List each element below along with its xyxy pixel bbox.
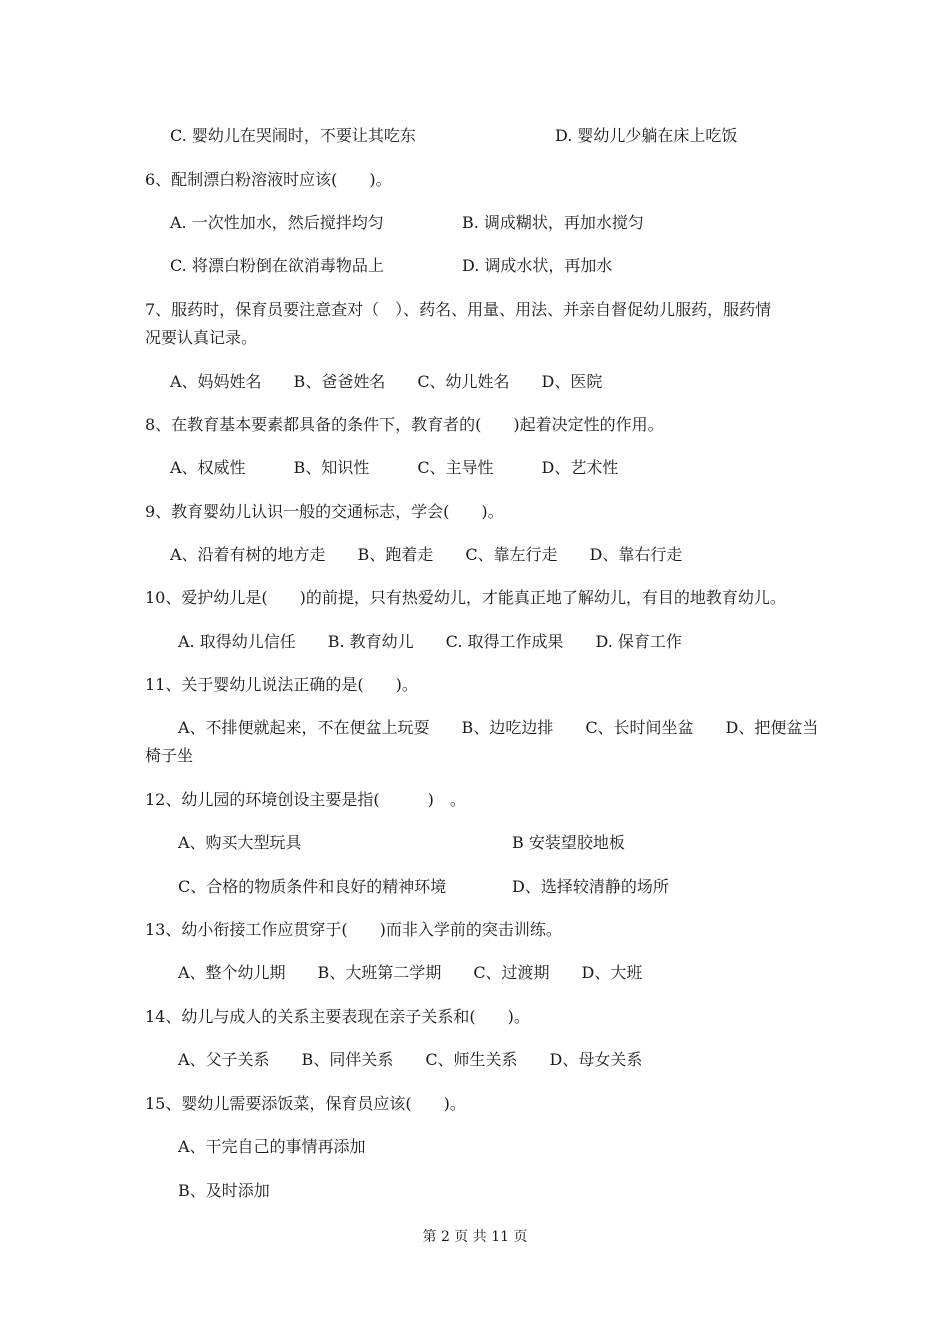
q7-stem-line2: 况要认真记录。 (145, 328, 258, 347)
q12-option-d: D、选择较清静的场所 (512, 877, 669, 896)
q11-stem: 11、关于婴幼儿说法正确的是( )。 (145, 675, 418, 694)
q12-stem: 12、幼儿园的环境创设主要是指( ) 。 (145, 790, 466, 809)
q6-option-c: C. 将漂白粉倒在欲消毒物品上 (170, 256, 384, 275)
q12-option-a: A、购买大型玩具 (178, 833, 302, 852)
q9-options: A、沿着有树的地方走 B、跑着走 C、靠左行走 D、靠右行走 (170, 545, 683, 564)
q11-options-line2: 椅子坐 (145, 746, 194, 765)
q12-option-b: B 安装望胶地板 (512, 833, 625, 852)
q8-stem: 8、在教育基本要素都具备的条件下，教育者的( )起着决定性的作用。 (145, 415, 664, 434)
q9-stem: 9、教育婴幼儿认识一般的交通标志，学会( )。 (145, 502, 504, 521)
page-number-footer: 第 2 页 共 11 页 (422, 1229, 528, 1245)
q15-stem: 15、婴幼儿需要添饭菜，保育员应该( )。 (145, 1094, 466, 1113)
q11-options-line1: A、不排便就起来，不在便盆上玩耍 B、边吃边排 C、长时间坐盆 D、把便盆当 (178, 718, 819, 737)
q7-options: A、妈妈姓名 B、爸爸姓名 C、幼儿姓名 D、医院 (170, 372, 603, 391)
q6-option-d: D. 调成水状，再加水 (462, 256, 613, 275)
q10-stem: 10、爱护幼儿是( )的前提，只有热爱幼儿，才能真正地了解幼儿，有目的地教育幼儿。 (145, 588, 786, 607)
q14-options: A、父子关系 B、同伴关系 C、师生关系 D、母女关系 (178, 1050, 643, 1069)
q5-option-c: C. 婴幼儿在哭闹时，不要让其吃东 (170, 126, 416, 145)
q13-options: A、整个幼儿期 B、大班第二学期 C、过渡期 D、大班 (178, 963, 643, 982)
q15-option-b: B、及时添加 (178, 1181, 270, 1200)
q6-option-a: A. 一次性加水，然后搅拌均匀 (170, 213, 384, 232)
q14-stem: 14、幼儿与成人的关系主要表现在亲子关系和( )。 (145, 1007, 530, 1026)
q10-options: A. 取得幼儿信任 B. 教育幼儿 C. 取得工作成果 D. 保育工作 (178, 632, 682, 651)
q15-option-a: A、干完自己的事情再添加 (178, 1137, 366, 1156)
q6-option-b: B. 调成糊状，再加水搅匀 (462, 213, 644, 232)
q12-option-c: C、合格的物质条件和良好的精神环境 (178, 877, 447, 896)
q8-options: A、权威性 B、知识性 C、主导性 D、艺术性 (170, 458, 619, 477)
q7-stem-line1: 7、服药时，保育员要注意查对（ ）、药名、用量、用法、并亲自督促幼儿服药，服药情 (145, 300, 772, 319)
q5-option-d: D. 婴幼儿少躺在床上吃饭 (555, 126, 738, 145)
q13-stem: 13、幼小衔接工作应贯穿于( )而非入学前的突击训练。 (145, 920, 562, 939)
q6-stem: 6、配制漂白粉溶液时应该( )。 (145, 170, 392, 189)
